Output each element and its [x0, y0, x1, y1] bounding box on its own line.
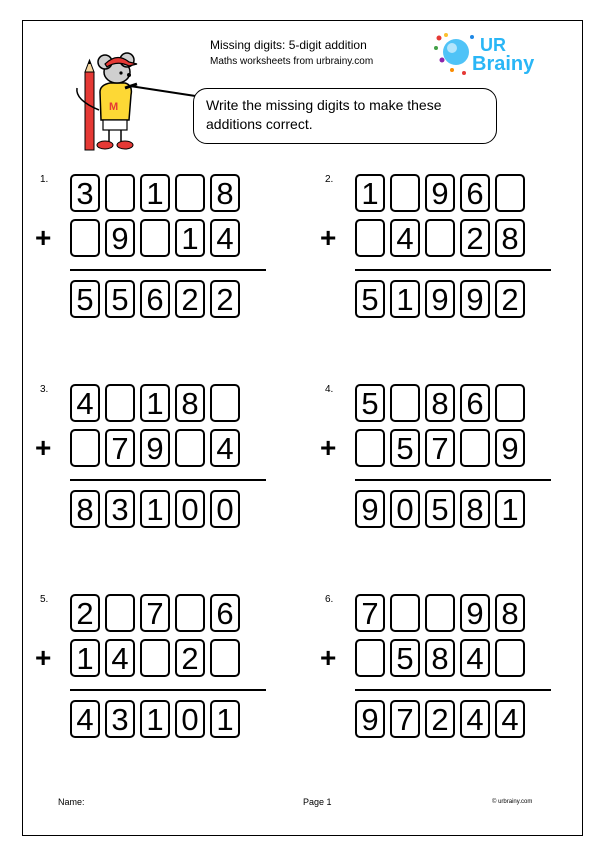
digit-box: 2 — [175, 639, 205, 677]
digit-box: 8 — [210, 174, 240, 212]
plus-sign: + — [320, 222, 337, 253]
missing-digit-box[interactable] — [390, 174, 420, 212]
digit-box: 7 — [425, 429, 455, 467]
problem-number: 3. — [40, 384, 49, 395]
digit-box: 1 — [210, 700, 240, 738]
answer-row — [70, 490, 240, 530]
name-label: Name: — [58, 797, 85, 807]
missing-digit-box[interactable] — [425, 219, 455, 257]
plus-sign: + — [35, 642, 52, 673]
digit-box: 7 — [390, 700, 420, 738]
missing-digit-box[interactable] — [355, 639, 385, 677]
digit-box: 9 — [355, 700, 385, 738]
digit-box: 4 — [70, 700, 100, 738]
missing-digit-box[interactable] — [105, 174, 135, 212]
problem-1 — [35, 174, 285, 344]
digit-box: 4 — [210, 429, 240, 467]
digit-box: 0 — [210, 490, 240, 528]
digit-box: 7 — [105, 429, 135, 467]
problem-2 — [320, 174, 570, 344]
missing-digit-box[interactable] — [425, 594, 455, 632]
missing-digit-box[interactable] — [210, 384, 240, 422]
digit-box: 4 — [105, 639, 135, 677]
digit-box: 5 — [355, 280, 385, 318]
problem-4 — [320, 384, 570, 554]
digit-box: 9 — [495, 429, 525, 467]
missing-digit-box[interactable] — [390, 594, 420, 632]
missing-digit-box[interactable] — [495, 639, 525, 677]
digit-box: 6 — [140, 280, 170, 318]
sum-line — [355, 689, 551, 691]
bottom-addend-row — [355, 429, 525, 469]
page-number: Page 1 — [303, 797, 332, 807]
digit-box: 8 — [495, 594, 525, 632]
missing-digit-box[interactable] — [460, 429, 490, 467]
digit-box: 7 — [140, 594, 170, 632]
sum-line — [70, 269, 266, 271]
digit-box: 2 — [70, 594, 100, 632]
sum-line — [70, 689, 266, 691]
missing-digit-box[interactable] — [140, 219, 170, 257]
logo-text-ur: UR — [480, 35, 506, 55]
digit-box: 4 — [70, 384, 100, 422]
plus-sign: + — [320, 642, 337, 673]
missing-digit-box[interactable] — [495, 384, 525, 422]
digit-box: 4 — [210, 219, 240, 257]
digit-box: 9 — [355, 490, 385, 528]
missing-digit-box[interactable] — [355, 429, 385, 467]
digit-box: 1 — [140, 174, 170, 212]
missing-digit-box[interactable] — [355, 219, 385, 257]
top-addend-row — [70, 174, 240, 214]
plus-sign: + — [35, 432, 52, 463]
sum-line — [70, 479, 266, 481]
digit-box: 9 — [460, 594, 490, 632]
digit-box: 6 — [210, 594, 240, 632]
answer-row — [355, 490, 525, 530]
digit-box: 6 — [460, 384, 490, 422]
digit-box: 2 — [175, 280, 205, 318]
missing-digit-box[interactable] — [105, 384, 135, 422]
missing-digit-box[interactable] — [175, 429, 205, 467]
digit-box: 9 — [460, 280, 490, 318]
problem-3 — [35, 384, 285, 554]
worksheet-subtitle: Maths worksheets from urbrainy.com — [210, 56, 374, 67]
problem-6 — [320, 594, 570, 764]
copyright-text: © urbrainy.com — [492, 799, 533, 805]
digit-box: 4 — [460, 639, 490, 677]
missing-digit-box[interactable] — [175, 594, 205, 632]
sum-line — [355, 269, 551, 271]
digit-box: 6 — [460, 174, 490, 212]
digit-box: 2 — [460, 219, 490, 257]
digit-box: 0 — [175, 490, 205, 528]
digit-box: 1 — [355, 174, 385, 212]
bottom-addend-row — [70, 219, 240, 259]
missing-digit-box[interactable] — [390, 384, 420, 422]
digit-box: 4 — [390, 219, 420, 257]
digit-box: 8 — [425, 384, 455, 422]
problem-number: 6. — [325, 594, 334, 605]
digit-box: 4 — [460, 700, 490, 738]
digit-box: 9 — [425, 174, 455, 212]
digit-box: 5 — [70, 280, 100, 318]
bottom-addend-row — [355, 639, 525, 679]
digit-box: 9 — [140, 429, 170, 467]
digit-box: 1 — [140, 700, 170, 738]
digit-box: 5 — [390, 639, 420, 677]
plus-sign: + — [35, 222, 52, 253]
digit-box: 0 — [175, 700, 205, 738]
digit-box: 3 — [105, 700, 135, 738]
missing-digit-box[interactable] — [70, 219, 100, 257]
logo-text-brainy: Brainy — [472, 53, 535, 75]
svg-text:M: M — [109, 101, 119, 113]
digit-box: 4 — [495, 700, 525, 738]
top-addend-row — [355, 174, 525, 214]
bottom-addend-row — [70, 429, 240, 469]
missing-digit-box[interactable] — [140, 639, 170, 677]
answer-row — [70, 700, 240, 740]
digit-box: 5 — [355, 384, 385, 422]
top-addend-row — [70, 384, 240, 424]
digit-box: 1 — [390, 280, 420, 318]
plus-sign: + — [320, 432, 337, 463]
missing-digit-box[interactable] — [175, 174, 205, 212]
missing-digit-box[interactable] — [70, 429, 100, 467]
digit-box: 1 — [70, 639, 100, 677]
sum-line — [355, 479, 551, 481]
digit-box: 0 — [390, 490, 420, 528]
digit-box: 1 — [495, 490, 525, 528]
digit-box: 2 — [425, 700, 455, 738]
problem-number: 1. — [40, 174, 49, 185]
bottom-addend-row — [355, 219, 525, 259]
digit-box: 9 — [425, 280, 455, 318]
digit-box: 8 — [460, 490, 490, 528]
digit-box: 2 — [495, 280, 525, 318]
missing-digit-box[interactable] — [105, 594, 135, 632]
digit-box: 8 — [70, 490, 100, 528]
instruction-speech-bubble: Write the missing digits to make these additions correct. — [193, 88, 497, 144]
problem-number: 4. — [325, 384, 334, 395]
problem-number: 2. — [325, 174, 334, 185]
digit-box: 8 — [495, 219, 525, 257]
missing-digit-box[interactable] — [495, 174, 525, 212]
answer-row — [70, 280, 240, 320]
digit-box: 1 — [140, 384, 170, 422]
top-addend-row — [355, 594, 525, 634]
digit-box: 2 — [210, 280, 240, 318]
worksheet-title: Missing digits: 5-digit addition — [210, 38, 367, 52]
digit-box: 3 — [70, 174, 100, 212]
answer-row — [355, 280, 525, 320]
urbrainy-logo — [432, 30, 552, 76]
digit-box: 3 — [105, 490, 135, 528]
answer-row — [355, 700, 525, 740]
digit-box: 5 — [425, 490, 455, 528]
digit-box: 1 — [140, 490, 170, 528]
problem-5 — [35, 594, 285, 764]
digit-box: 8 — [425, 639, 455, 677]
bottom-addend-row — [70, 639, 240, 679]
digit-box: 5 — [390, 429, 420, 467]
digit-box: 9 — [105, 219, 135, 257]
missing-digit-box[interactable] — [210, 639, 240, 677]
digit-box: 7 — [355, 594, 385, 632]
top-addend-row — [70, 594, 240, 634]
top-addend-row — [355, 384, 525, 424]
digit-box: 1 — [175, 219, 205, 257]
digit-box: 8 — [175, 384, 205, 422]
problem-number: 5. — [40, 594, 49, 605]
digit-box: 5 — [105, 280, 135, 318]
